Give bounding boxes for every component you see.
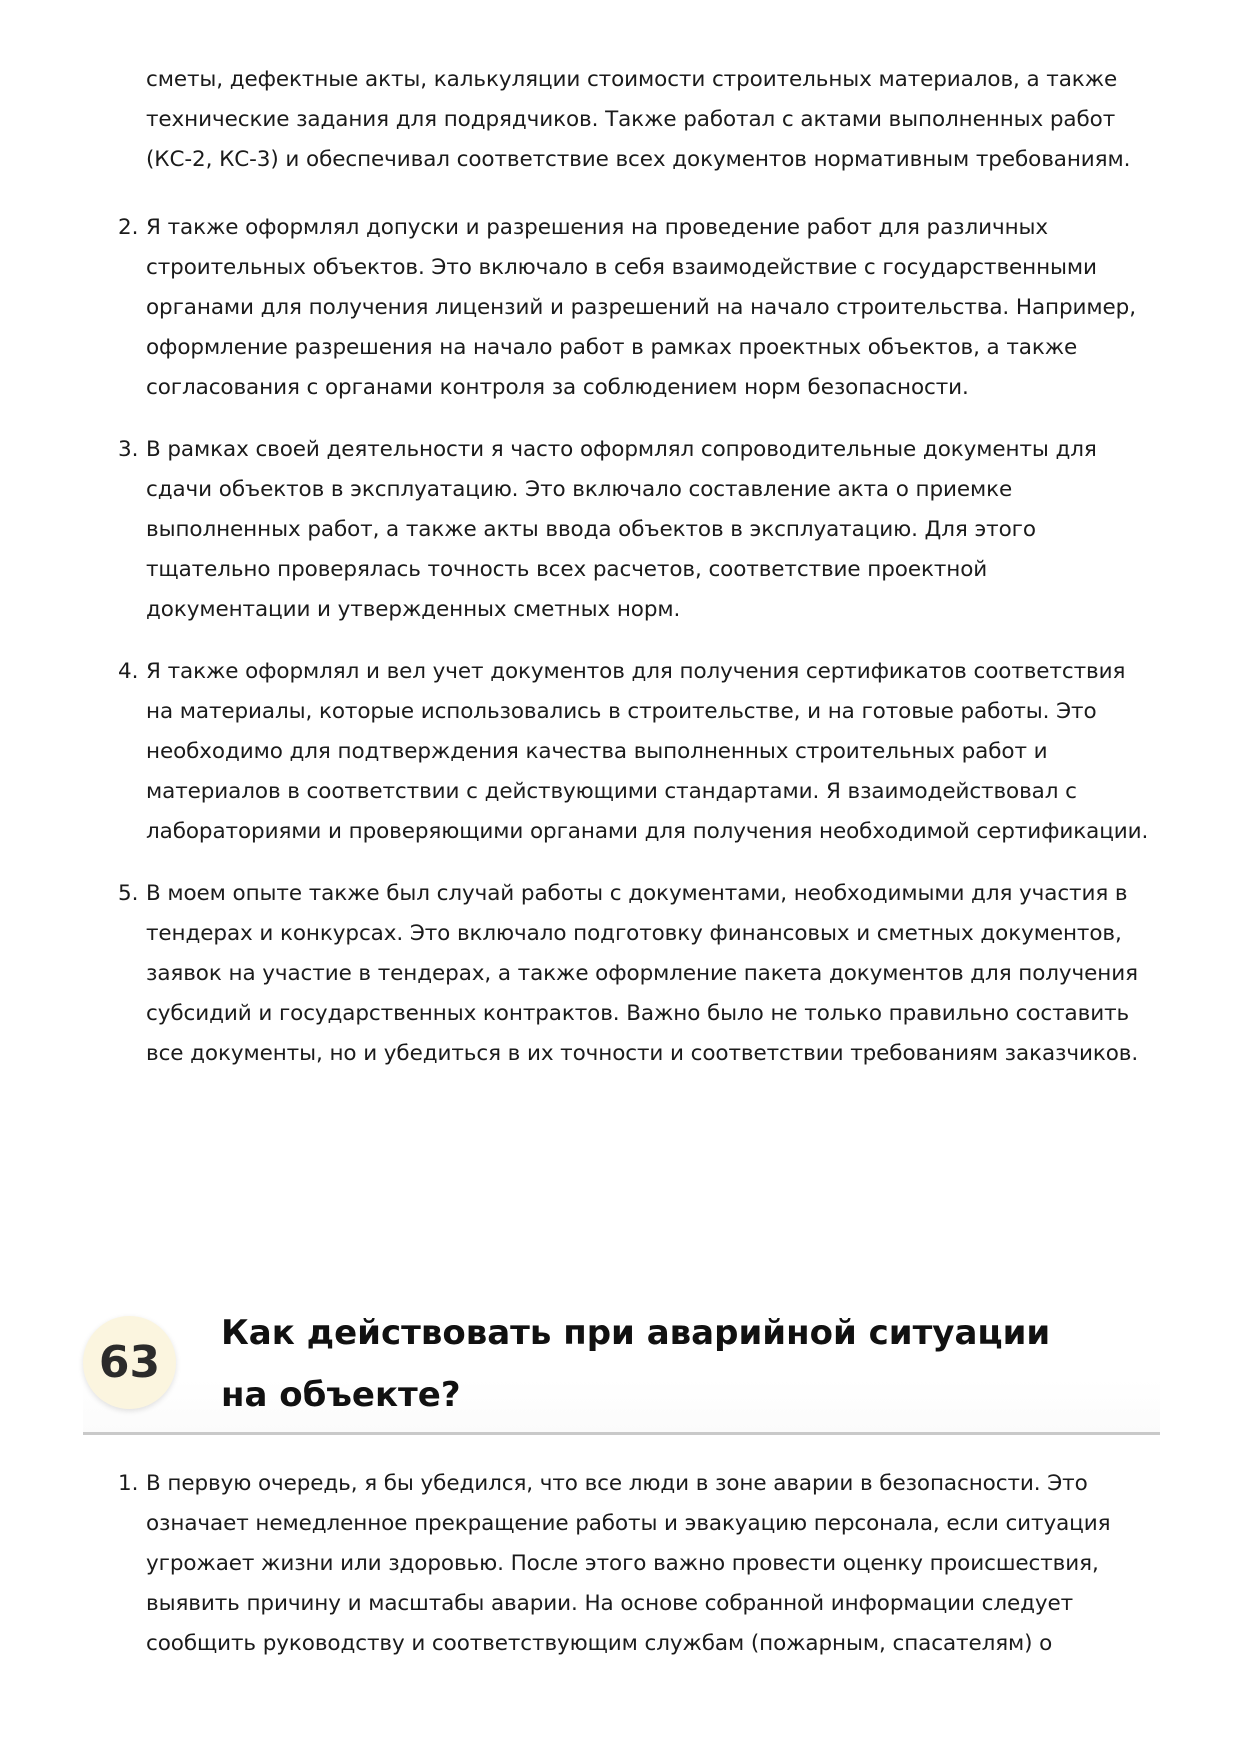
paragraph-text: сметы, дефектные акты, калькуляции стоимости строительных материалов, а также технические задания для подрядчиков. Также работал с актами выполненных работ (КС-2, КС-3) и обеспечивал соответствие всех документов нормативным требованиям. (146, 67, 1131, 172)
list-item-continuation (146, 60, 1156, 180)
list-item (110, 874, 1150, 1074)
list-item-text: В первую очередь, я бы убедился, что все люди в зоне аварии в безопасности. Это означает немедленное прекращение работы и эвакуацию персонала, если ситуация угрожает жизни или здоровью. После этого важно провести оценку происшествия, выявить причину и масштабы аварии. На основе собранной информации следует сообщить руководству и соответствующим службам (пожарным, спасателям) о (146, 1471, 1111, 1656)
answer-list-current (110, 1464, 1150, 1686)
list-item (110, 208, 1150, 408)
list-item (110, 1464, 1150, 1664)
question-title: Как действовать при аварийной ситуации на объекте? (221, 1313, 1051, 1415)
answer-list-previous (110, 208, 1150, 1096)
list-number: 2. (118, 215, 139, 240)
list-number: 5. (118, 881, 139, 906)
list-item-text: В моем опыте также был случай работы с документами, необходимыми для участия в тендерах и конкурсах. Это включало подготовку финансовых и сметных документов, заявок на участие в тендерах, а также оформление пакета документов для получения субсидий и государственных контрактов. Важно было не только правильно составить все документы, но и убедиться в их точности и соответствии требованиям заказчиков. (146, 881, 1139, 1066)
list-item (110, 430, 1150, 630)
list-item (110, 652, 1150, 852)
list-item-text: Я также оформлял допуски и разрешения на проведение работ для различных строительных объектов. Это включало в себя взаимодействие с государственными органами для получения лицензий и разрешений на начало строительства. Например, оформление разрешения на начало работ в рамках проектных объектов, а также согласования с органами контроля за соблюдением норм безопасности. (146, 215, 1136, 400)
list-item-text: Я также оформлял и вел учет документов для получения сертификатов соответствия на материалы, которые использовались в строительстве, и на готовые работы. Это необходимо для подтверждения качества выполненных строительных работ и материалов в соответствии с действующими стандартами. Я взаимодействовал с лабораториями и проверяющими органами для получения необходимой сертификации. (146, 659, 1149, 844)
question-header (83, 1300, 1160, 1435)
list-number: 4. (118, 659, 139, 684)
question-number-badge: 63 (83, 1316, 176, 1409)
list-number: 1. (118, 1471, 139, 1496)
list-number: 3. (118, 437, 139, 462)
list-item-text: В рамках своей деятельности я часто оформлял сопроводительные документы для сдачи объектов в эксплуатацию. Это включало составление акта о приемке выполненных работ, а также акты ввода объектов в эксплуатацию. Для этого тщательно проверялась точность всех расчетов, соответствие проектной документации и утвержденных сметных норм. (146, 437, 1097, 622)
